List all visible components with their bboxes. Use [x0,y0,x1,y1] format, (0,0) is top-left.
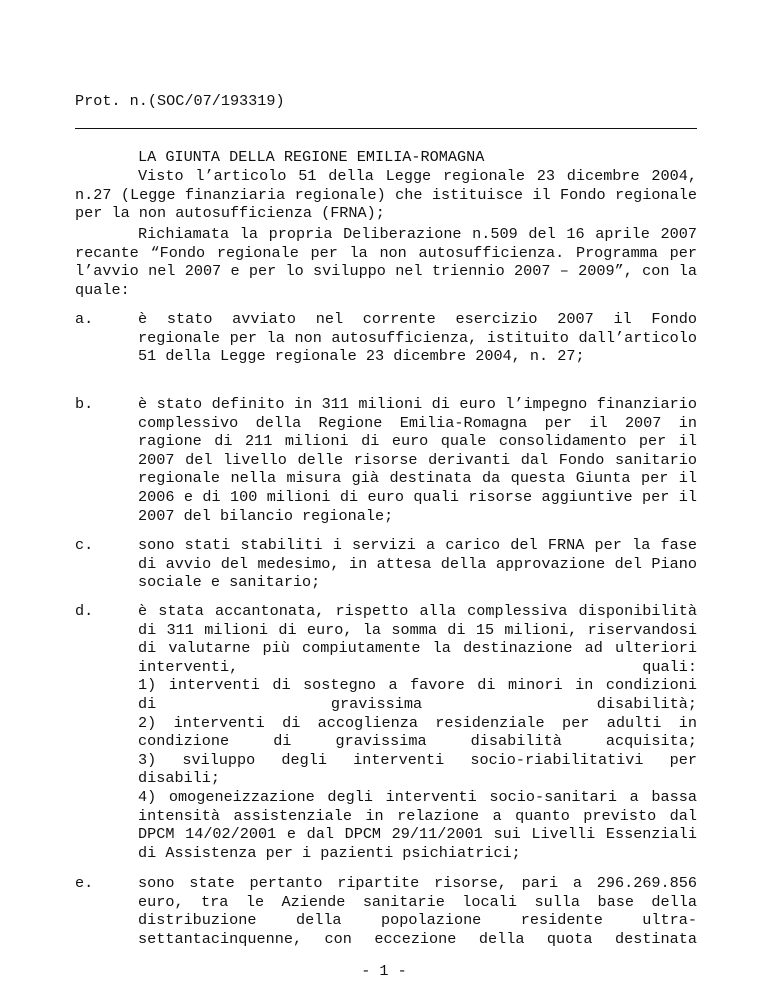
list-item-text: sono stati stabiliti i servizi a carico del FRNA per la fase di avvio del medesimo, in attesa della approvazione del Piano sociale e sanitario; [138,536,697,592]
header-rule [75,128,697,129]
text-line: 4) omogeneizzazione degli interventi socio-sanitari a bassa [138,787,697,806]
list-item-text [138,602,697,862]
text-line: è stata accantonata, rispetto alla complessiva disponibilità [138,602,697,620]
list-item-letter: d. [75,602,94,620]
document-title: LA GIUNTA DELLA REGIONE EMILIA-ROMAGNA [138,148,485,166]
text-line: condizione di gravissima disabilità acquisita; [138,732,697,751]
text-line: 3) sviluppo degli interventi socio-riabilitativi per [138,750,697,769]
list-item-a [75,310,697,366]
list-item-c [75,536,697,592]
text-line: di gravissima disabilità; [138,694,697,713]
text-line: disabili; [138,769,221,788]
list-item-letter: e. [75,874,94,892]
list-item-text: è stato avviato nel corrente esercizio 2007 il Fondo regionale per la non autosufficienza, istituito dall’articolo 51 della Legge regionale 23 dicembre 2004, n. 27; [138,310,697,366]
text-line: settantacinquenne, con eccezione della quota destinata [138,929,697,948]
list-item-letter: c. [75,536,94,554]
text-line: euro, tra le Aziende sanitarie locali sulla base della [138,892,697,911]
list-item-e [75,874,697,948]
text-line: interventi, quali: [138,657,697,676]
list-item-b [75,395,697,525]
text-line: DPCM 14/02/2001 e dal DPCM 29/11/2001 sui Livelli Essenziali [138,825,697,844]
text-line: sono state pertanto ripartite risorse, pari a 296.269.856 [138,874,697,892]
list-item-letter: a. [75,310,94,328]
text-line: intensità assistenziale in relazione a quanto previsto dal [138,806,697,825]
paragraph-richiamata: Richiamata la propria Deliberazione n.509 del 16 aprile 2007 recante “Fondo regionale per la non autosufficienza. Programma per l’avvio nel 2007 e per lo sviluppo nel triennio 2007 – 2009”, con la quale: [75,225,697,299]
text-line: 2) interventi di accoglienza residenziale per adulti in [138,713,697,732]
text-line: distribuzione della popolazione residente ultra- [138,911,697,930]
paragraph-visto: Visto l’articolo 51 della Legge regionale 23 dicembre 2004, n.27 (Legge finanziaria regionale) che istituisce il Fondo regionale per la non autosufficienza (FRNA); [75,167,697,223]
list-item-text [138,874,697,948]
text-line: di valutarne più compiutamente la destinazione ad ulteriori [138,639,697,658]
page-number: - 1 - [361,962,407,980]
list-item-d [75,602,697,862]
text-line: di Assistenza per i pazienti psichiatrici; [138,843,521,862]
text-line: 1) interventi di sostegno a favore di minori in condizioni [138,676,697,695]
list-item-letter: b. [75,395,94,413]
list-item-text: è stato definito in 311 milioni di euro l’impegno finanziario complessivo della Regione Emilia-Romagna per il 2007 in ragione di 211 milioni di euro quale consolidamento per il 2007 del livello delle risorse derivanti dal Fondo sanitario regionale nella misura già destinata da questa Giunta per il 2006 e di 100 milioni di euro quali risorse aggiuntive per il 2007 del bilancio regionale; [138,395,697,525]
text-line: di 311 milioni di euro, la somma di 15 milioni, riservandosi [138,620,697,639]
protocol-number: Prot. n.(SOC/07/193319) [75,92,285,110]
